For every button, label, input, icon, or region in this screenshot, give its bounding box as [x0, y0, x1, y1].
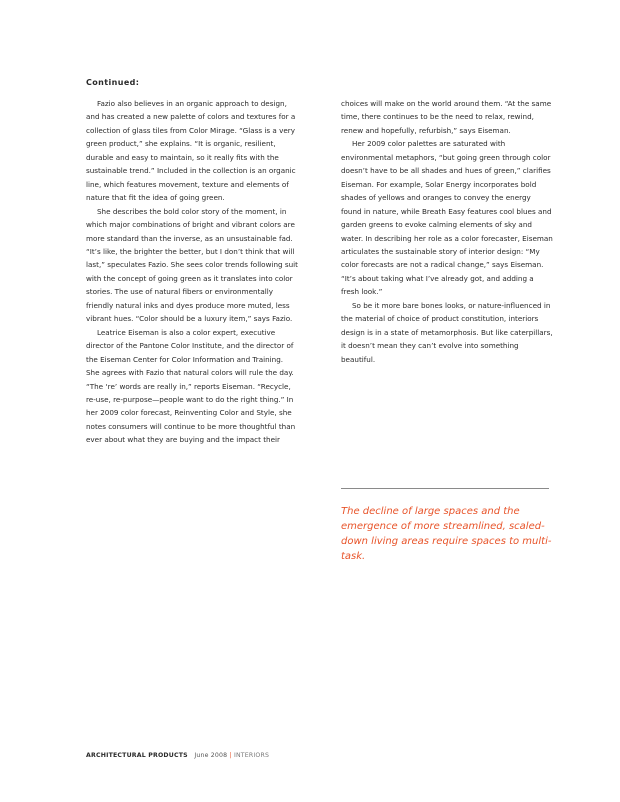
body-paragraph: She describes the bold color story of the moment, in which major combinations of bright and vibrant colors are more standard than the inverse, as an unsustainable fad. “It’s like, the brighter the better, but I don’t think that will last,” speculates Fazio. She sees color trends following suit with the concept of going green as it translates into color stories. The use of natural fibers or environmentally friendly natural inks and dyes produce more muted, less vibrant hues. “Color should be a luxury item,” says Fazio.: [86, 206, 298, 324]
right-column: [341, 97, 553, 366]
footer-publication: ARCHITECTURAL PRODUCTS: [86, 752, 188, 759]
body-paragraph: Fazio also believes in an organic approach to design, and has created a new palette of colors and textures for a collection of glass tiles from Color Mirage. “Glass is a very green product,” she explains. “It is organic, resilient, durable and easy to maintain, so it really fits with the sustainable trend.” Included in the collection is an organic line, which features movement, texture and elements of nature that fit the idea of going green.: [86, 99, 296, 203]
body-paragraph: Her 2009 color palettes are saturated with environmental metaphors, “but going green through color doesn’t have to be all shades and hues of green,” clarifies Eiseman. For example, Solar Energy incorporates bold shades of yellows and oranges to convey the energy found in nature, while Breath Easy features cool blues and garden greens to evoke calming elements of sky and water. In describing her role as a color forecaster, Eiseman articulates the sustainable story of interior design: “My color forecasts are not a radical change,” says Eiseman. “It’s about taking what I’ve already got, and adding a fresh look.”: [341, 139, 553, 297]
body-paragraph: So be it more bare bones looks, or nature-influenced in the material of choice of product constitution, interiors design is in a state of metamorphosis. But like caterpillars, it doesn’t mean they can’t evolve into something beautiful.: [341, 300, 553, 364]
pull-quote: The decline of large spaces and the emergence of more streamlined, scaled-down living areas require spaces to multi-task.: [341, 506, 552, 562]
page-footer: [86, 752, 269, 759]
body-paragraph-continuation: choices will make on the world around them. “At the same time, there continues to be the need to relax, rewind, renew and hopefully, refurbish,” says Eiseman.: [341, 99, 552, 135]
footer-section: INTERIORS: [233, 752, 270, 759]
continued-label: Continued:: [86, 78, 140, 87]
body-paragraph: Leatrice Eiseman is also a color expert, executive director of the Pantone Color Institute, and the director of the Eiseman Center for Color Information and Training. She agrees with Fazio that natural colors will rule the day. “The ‘re’ words are really in,” reports Eiseman. “Recycle, re-use, re-purpose—people want to do the right thing.” In her 2009 color forecast, Reinventing Color and Style, she notes consumers will continue to be more thoughtful than ever about what they are buying and the impact their: [86, 327, 296, 445]
pull-quote-divider: [341, 488, 549, 489]
footer-separator: |: [229, 752, 232, 759]
left-column: [86, 97, 298, 447]
footer-issue: June 2008: [194, 752, 228, 759]
